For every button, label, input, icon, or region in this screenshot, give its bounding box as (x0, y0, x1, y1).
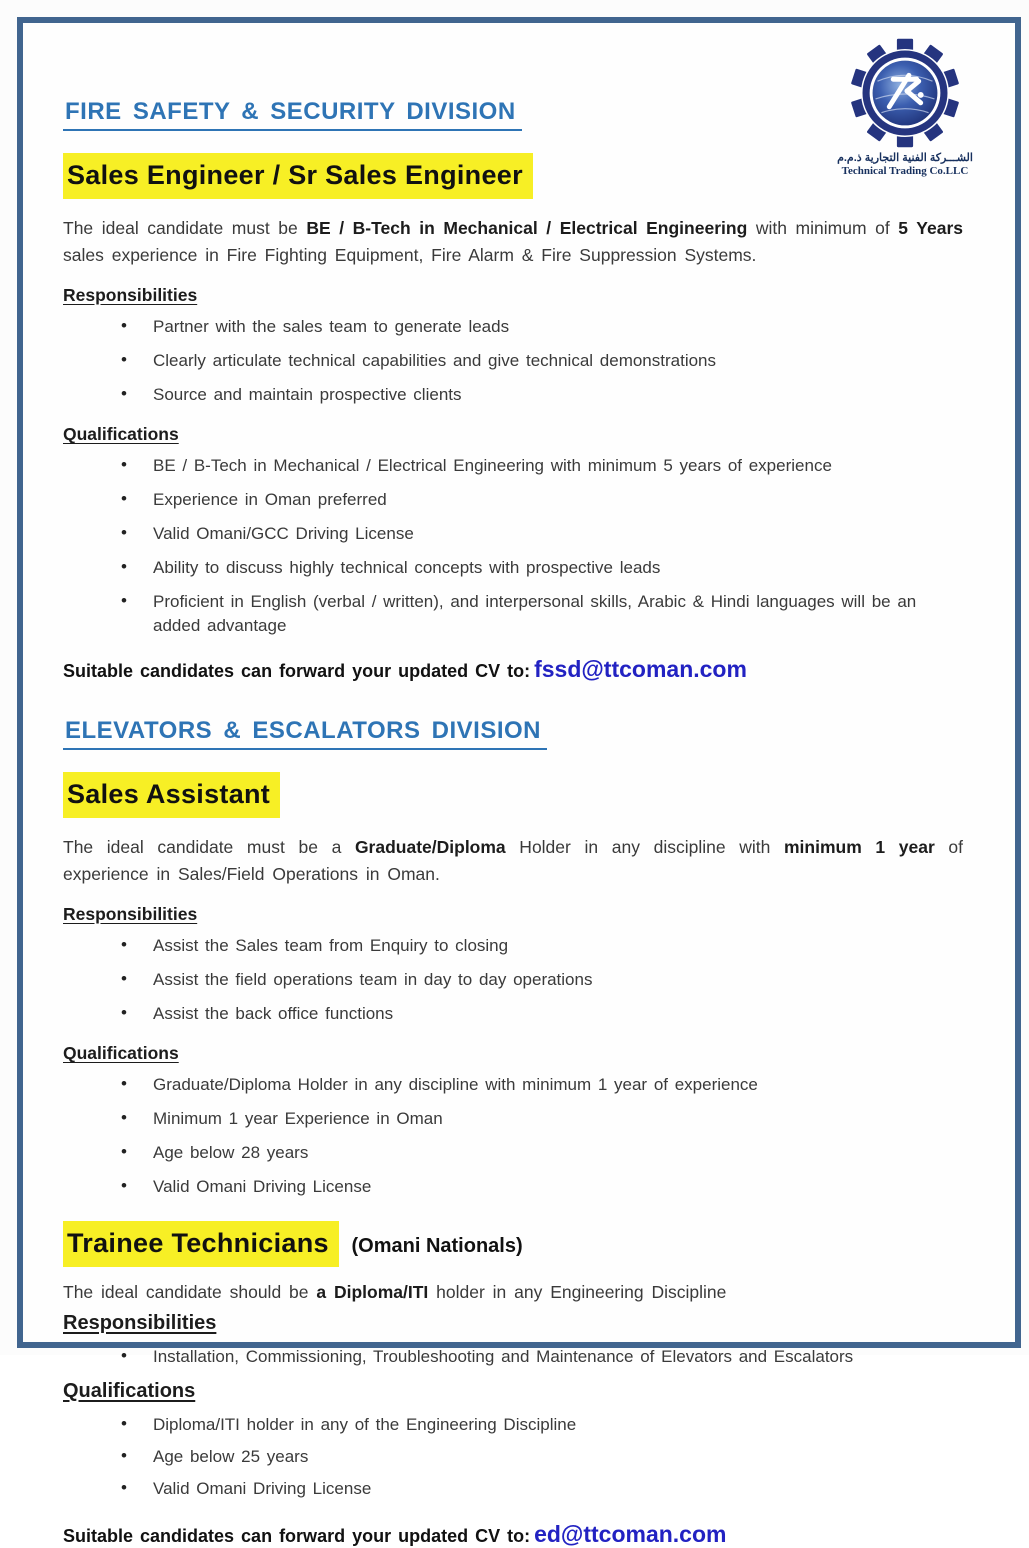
list-item: • Installation, Commissioning, Troubleshooting and Maintenance of Elevators and Escalators (121, 1345, 963, 1369)
list-item: • Age below 28 years (121, 1141, 963, 1165)
company-name-arabic: الشـــركة الفنية التجارية ذ.م.م (837, 152, 973, 164)
sales-assistant-title-highlight: Sales Assistant (63, 772, 280, 818)
sales-engineer-intro (63, 215, 963, 268)
job-title-sales-assistant (63, 772, 963, 818)
trainee-technicians-title-suffix: (Omani Nationals) (351, 1235, 523, 1257)
intro-bold: BE / B-Tech in Mechanical / Electrical Engineering (306, 218, 748, 238)
trainee-technicians-intro (63, 1279, 963, 1306)
sales-engineer-qualifications-list (63, 454, 963, 638)
fssd-email-link[interactable]: fssd@ttcoman.com (534, 656, 747, 682)
responsibilities-heading: Responsibilities (63, 285, 198, 305)
intro-text: The ideal candidate must be (63, 218, 307, 238)
responsibilities-heading: Responsibilities (63, 1311, 217, 1334)
intro-text: sales experience in Fire Fighting Equipment, Fire Alarm & Fire Suppression Systems. (63, 244, 757, 265)
intro-text: The ideal candidate should be (63, 1282, 317, 1302)
intro-text: with minimum of (747, 218, 899, 238)
job-title-trainee-technicians (63, 1221, 963, 1267)
gear-globe-icon (825, 37, 985, 149)
intro-bold: 5 Years (898, 218, 963, 238)
list-item: • Ability to discuss highly technical concepts with prospective leads (121, 556, 963, 580)
fire-cv-line (63, 656, 963, 683)
list-item: • Experience in Oman preferred (121, 488, 963, 512)
cv-label: Suitable candidates can forward your updated CV to: (63, 1525, 531, 1546)
list-item: • BE / B-Tech in Mechanical / Electrical Engineering with minimum 5 years of experience (121, 454, 963, 478)
trainee-responsibilities-list (63, 1345, 963, 1369)
trainee-technicians-title-highlight: Trainee Technicians (63, 1221, 339, 1267)
list-item: • Proficient in English (verbal / written), and interpersonal skills, Arabic & Hindi languages will be an added advantage (121, 590, 963, 638)
responsibilities-heading: Responsibilities (63, 904, 198, 924)
intro-text: of experience in Sales/Field Operations in Oman. (63, 837, 963, 884)
elevators-cv-line (63, 1521, 963, 1548)
intro-bold: minimum 1 year (783, 837, 935, 857)
intro-text: The ideal candidate must be a (63, 837, 355, 857)
list-item: • Partner with the sales team to generate leads (121, 315, 963, 339)
sales-assistant-responsibilities-list (63, 934, 963, 1026)
fire-division-heading: FIRE SAFETY & SECURITY DIVISION (63, 98, 522, 131)
sales-engineer-title-highlight: Sales Engineer / Sr Sales Engineer (63, 153, 533, 199)
qualifications-heading: Qualifications (63, 1043, 179, 1063)
list-item: • Source and maintain prospective clients (121, 383, 963, 407)
intro-bold: Graduate/Diploma (354, 837, 506, 857)
intro-text: holder in any Engineering Discipline (428, 1282, 727, 1302)
list-item: • Graduate/Diploma Holder in any discipline with minimum 1 year of experience (121, 1073, 963, 1097)
qualifications-heading: Qualifications (63, 1379, 196, 1402)
sales-engineer-responsibilities-list (63, 315, 963, 407)
list-item: • Age below 25 years (121, 1445, 963, 1469)
list-item: • Assist the field operations team in day to day operations (121, 968, 963, 992)
sales-assistant-intro (63, 834, 963, 887)
list-item: • Diploma/ITI holder in any of the Engineering Discipline (121, 1413, 963, 1437)
elevators-division-heading: ELEVATORS & ESCALATORS DIVISION (63, 717, 547, 750)
company-name-english: Technical Trading Co.LLC (841, 165, 969, 177)
list-item: • Assist the back office functions (121, 1002, 963, 1026)
list-item: • Assist the Sales team from Enquiry to closing (121, 934, 963, 958)
cv-label: Suitable candidates can forward your updated CV to: (63, 661, 531, 681)
sales-assistant-qualifications-list (63, 1073, 963, 1199)
list-item: • Valid Omani Driving License (121, 1477, 963, 1501)
list-item: • Valid Omani/GCC Driving License (121, 522, 963, 546)
list-item: • Valid Omani Driving License (121, 1175, 963, 1199)
ed-email-link[interactable]: ed@ttcoman.com (534, 1520, 727, 1547)
list-item: • Clearly articulate technical capabilities and give technical demonstrations (121, 349, 963, 373)
list-item: • Minimum 1 year Experience in Oman (121, 1107, 963, 1131)
trainee-qualifications-list (63, 1413, 963, 1501)
page-content (23, 23, 1015, 1547)
intro-bold: a Diploma/ITI (316, 1282, 429, 1302)
company-logo (825, 37, 985, 178)
intro-text: Holder in any discipline with (505, 837, 784, 857)
qualifications-heading: Qualifications (63, 424, 179, 444)
